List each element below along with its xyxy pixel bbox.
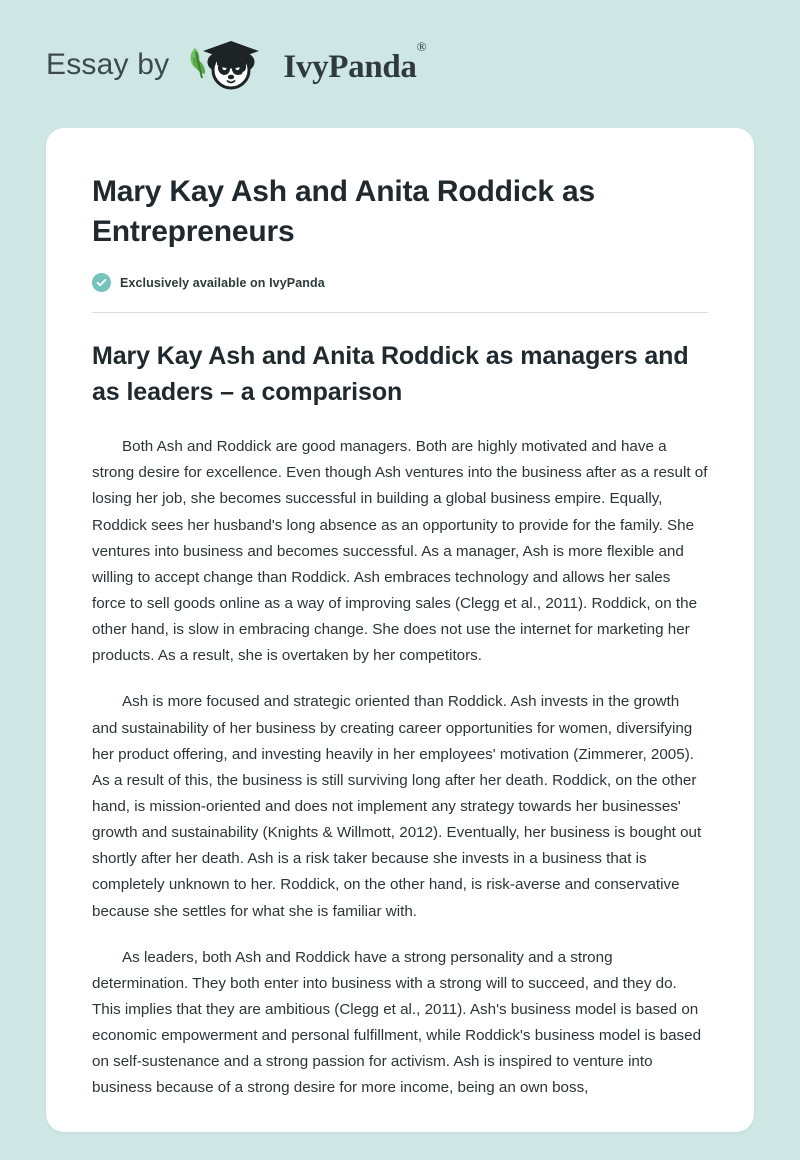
divider <box>92 312 708 313</box>
check-circle-icon <box>92 273 111 292</box>
paragraph: As leaders, both Ash and Roddick have a strong personality and a strong determination. They both enter into business with a strong will to succeed, and they do. This implies that they are ambitious (Clegg et al., 2011). Ash's business model is based on economic empowerment and personal fulfillment, while Roddick's business model is based on self-sustenance and a strong passion for activism. Ash is inspired to venture into business because of a strong desire for more income, being an own boss, <box>92 948 702 1097</box>
essay-by-label: Essay by <box>46 48 170 81</box>
section-title: Mary Kay Ash and Anita Roddick as managers and as leaders – a comparison <box>92 342 689 406</box>
essay-card <box>46 128 754 1132</box>
status-badge-label: Exclusively available on IvyPanda <box>120 275 325 290</box>
site-header <box>0 0 800 92</box>
status-badge <box>92 273 708 292</box>
brand-trademark: ® <box>416 38 427 54</box>
page-title: Mary Kay Ash and Anita Roddick as Entrepreneurs <box>92 175 595 248</box>
paragraph: Both Ash and Roddick are good managers. Both are highly motivated and have a strong desire for excellence. Even though Ash ventures into the business after as a result of losing her job, she becomes successful in building a global business empire. Equally, Roddick sees her husband's long absence as an opportunity to provide for the family. She ventures into business and becomes successful. As a manager, Ash is more flexible and willing to accept change than Roddick. Ash embraces technology and allows her sales force to sell goods online as a way of improving sales (Clegg et al., 2011). Roddick, on the other hand, is slow in embracing change. She does not use the internet for marketing her products. As a result, she is overtaken by her competitors. <box>92 438 708 665</box>
paragraph: Ash is more focused and strategic oriented than Roddick. Ash invests in the growth and sustainability of her business by creating career opportunities for women, diversifying her product offering, and investing heavily in her employees' motivation (Zimmerer, 2005). As a result of this, the business is still surviving long after her death. Roddick, on the other hand, is mission-oriented and does not implement any strategy towards her businesses' growth and sustainability (Knights & Willmott, 2012). Eventually, her business is bought out shortly after her death. Ash is a risk taker because she invests in a business that is completely unknown to her. Roddick, on the other hand, is risk-averse and conservative because she settles for what she is familiar with. <box>92 693 702 920</box>
brand-name: IvyPanda® <box>283 38 427 85</box>
panda-graduate-icon <box>183 34 275 96</box>
ivypanda-logo[interactable] <box>183 34 426 96</box>
